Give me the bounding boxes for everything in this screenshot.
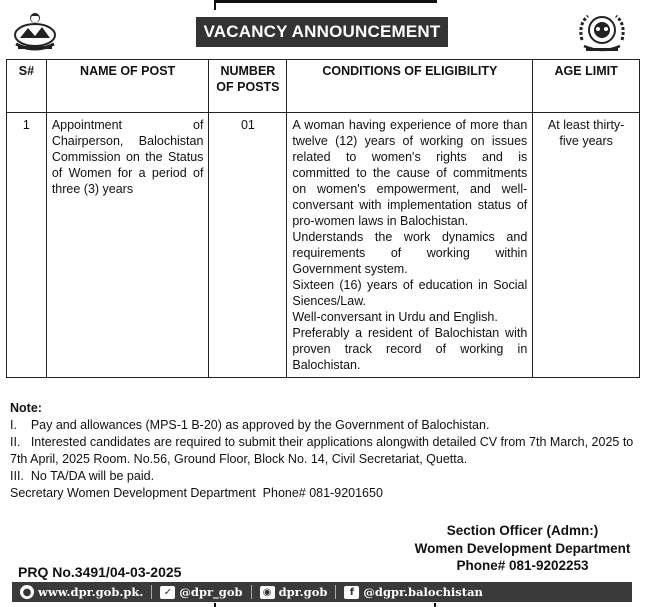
department-emblem-icon xyxy=(574,10,630,54)
footer-instagram[interactable] xyxy=(252,582,336,602)
footer-facebook[interactable] xyxy=(336,582,491,602)
header-name-of-post: NAME OF POST xyxy=(46,60,209,113)
condition-item: Understands the work dynamics and requirements of working within Government system. xyxy=(292,230,528,276)
signature-department: Women Development Department xyxy=(414,540,631,556)
signature-title: Section Officer (Admn:) xyxy=(446,523,599,538)
top-rule xyxy=(215,0,437,3)
row-sn: 1 xyxy=(7,113,47,378)
bottom-tick xyxy=(214,603,216,607)
vacancy-table xyxy=(6,59,640,378)
note-item: III. No TA/DA will be paid. xyxy=(10,469,155,483)
balochistan-emblem-icon xyxy=(10,10,60,54)
notes-title: Note: xyxy=(10,401,42,415)
condition-item: Well-conversant in Urdu and English. xyxy=(292,310,498,324)
facebook-text: @dgpr.balochistan xyxy=(363,585,483,599)
row-post-name: Appointment of Chairperson, Balochistan Commission on the Status of Women for a period of three (3) years xyxy=(46,113,209,378)
note-item: II. Interested candidates are required to submit their applications alongwith detailed CV from 7th March, 2025 to 7th April, 2025 Room. No.56, Ground Floor, Block No. 14, Civil Secretariat, Quetta. xyxy=(10,435,637,466)
header-sn: S# xyxy=(7,60,47,113)
row-conditions xyxy=(287,113,533,378)
header-conditions: CONDITIONS OF ELIGIBILITY xyxy=(287,60,533,113)
table-row xyxy=(7,113,640,378)
footer-website[interactable] xyxy=(12,582,151,602)
twitter-text: @dpr_gob xyxy=(179,585,243,599)
bottom-tick xyxy=(434,603,436,607)
instagram-text: dpr.gob xyxy=(278,585,328,599)
header-number-of-posts: NUMBER OF POSTS xyxy=(209,60,287,113)
footer-twitter[interactable] xyxy=(152,582,250,602)
table-header-row xyxy=(7,60,640,113)
row-number-of-posts: 01 xyxy=(209,113,287,378)
instagram-icon: ◉ xyxy=(260,586,275,599)
footer-bar xyxy=(12,582,632,602)
top-tick xyxy=(214,0,216,10)
note-item: I. Pay and allowances (MPS-1 B-20) as approved by the Government of Balochistan. xyxy=(10,418,490,432)
notes-contact: Secretary Women Development Department Phone# 081-9201650 xyxy=(10,486,383,500)
signature-block xyxy=(405,522,640,575)
condition-item: Preferably a resident of Balochistan with proven track record of working in Balochistan. xyxy=(292,326,528,372)
facebook-icon: f xyxy=(344,586,359,599)
header-age-limit: AGE LIMIT xyxy=(533,60,640,113)
condition-item: Sixteen (16) years of education in Social Siences/Law. xyxy=(292,278,528,308)
banner-title: VACANCY ANNOUNCEMENT xyxy=(196,17,448,47)
notes-section xyxy=(10,400,640,502)
globe-icon: ● xyxy=(20,585,34,599)
website-text: www.dpr.gob.pk. xyxy=(38,585,144,599)
signature-phone: Phone# 081-9202253 xyxy=(456,558,589,573)
condition-item: A woman having experience of more than twelve (12) years of working on issues related to women's rights and is committed to the cause of commitments on women's empowerment, and well-conversant with implementation status of pro-women laws in Balochistan. xyxy=(292,118,528,228)
prq-number: PRQ No.3491/04-03-2025 xyxy=(18,564,182,580)
twitter-icon: ✓ xyxy=(160,586,175,599)
row-age-limit: At least thirty-five years xyxy=(533,113,640,378)
